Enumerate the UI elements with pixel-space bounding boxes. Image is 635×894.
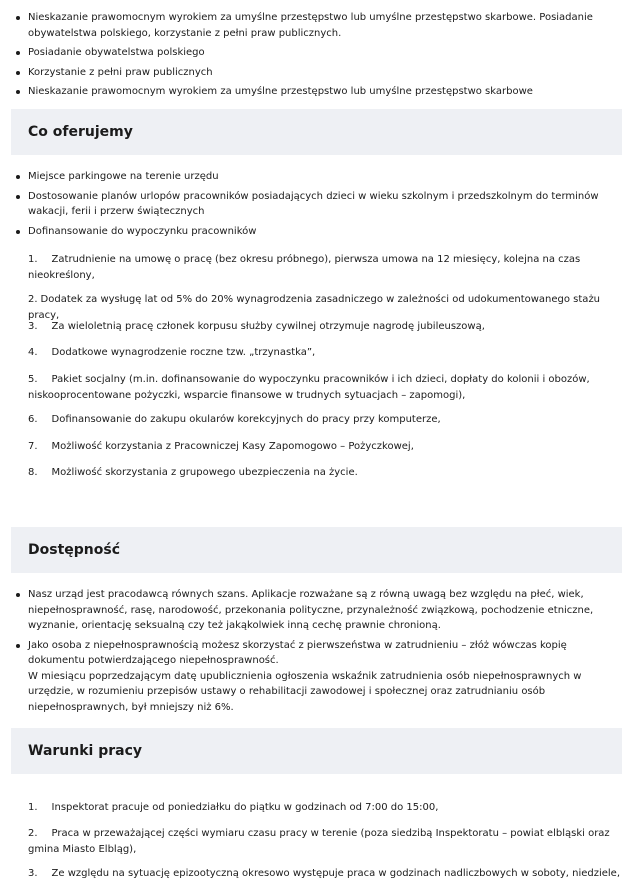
item-text: Dodatek za wysługę lat od 5% do 20% wynagrodzenia zasadniczego w zależności od udokumentowanego stażu pracy, [28, 294, 601, 321]
item-number: 3. [28, 321, 38, 332]
offer-numbered-item [28, 465, 623, 481]
offer-numbered-item [28, 372, 623, 403]
list-item: Miejsce parkingowe na terenie urzędu [28, 169, 635, 185]
accessibility-bullet-list [0, 587, 635, 715]
list-item: Korzystanie z pełni praw publicznych [28, 65, 635, 81]
list-item: Nieskazanie prawomocnym wyrokiem za umyślne przestępstwo lub umyślne przestępstwo skarbowe [28, 84, 635, 100]
conditions-numbered-item [28, 866, 623, 882]
conditions-numbered-item [28, 800, 623, 816]
item-number: 4. [28, 347, 38, 358]
item-number: 2. [28, 294, 38, 305]
employment-rate-note: W miesiącu poprzedzającym datę upublicznienia ogłoszenia wskaźnik zatrudnienia osób niepełnosprawnych w urzędzie, w rozumieniu przepisów ustawy o rehabilitacji zawodowej i społecznej oraz zatrudnianiu osób niepełnosprawnych, był mniejszy niż 6%. [28, 670, 582, 713]
section-header-accessibility: Dostępność [11, 527, 622, 573]
requirements-section [0, 10, 635, 104]
offer-numbered-item [28, 252, 623, 283]
item-text: Zatrudnienie na umowę o pracę (bez okresu próbnego), pierwsza umowa na 12 miesięcy, kolejna na czas nieokreślony, [28, 254, 581, 281]
list-item [28, 638, 635, 716]
section-header-offer: Co oferujemy [11, 109, 622, 155]
item-text: Możliwość skorzystania z grupowego ubezpieczenia na życie. [51, 467, 358, 478]
item-number: 2. [28, 828, 38, 839]
offer-numbered-item [28, 439, 623, 455]
item-text: Praca w przeważającej części wymiaru czasu pracy w terenie (poza siedzibą Inspektoratu – powiat elbląski oraz gmina Miasto Elbląg), [28, 828, 610, 855]
conditions-numbered-item [28, 826, 623, 857]
list-item-text: Jako osoba z niepełnosprawnością możesz skorzystać z pierwszeństwa w zatrudnieniu – złóż wówczas kopię dokumentu potwierdzającego niepełnosprawność. [28, 639, 567, 666]
item-text: Inspektorat pracuje od poniedziałku do piątku w godzinach od 7:00 do 15:00, [51, 802, 439, 813]
item-number: 5. [28, 374, 38, 385]
list-item: Nasz urząd jest pracodawcą równych szans. Aplikacje rozważane są z równą uwagą bez względu na płeć, wiek, niepełnosprawność, rasę, narodowość, przekonania polityczne, przynależność związkową, pochodzenie etniczne, wyznanie, orientację seksualną czy też jakąkolwiek inną cechę prawnie chronioną. [28, 587, 635, 634]
section-header-conditions: Warunki pracy [11, 728, 622, 774]
offer-bullets-section [0, 169, 635, 243]
item-text: Ze względu na sytuację epizootyczną okresowo występuje praca w godzinach nadliczbowych w soboty, niedziele, [51, 868, 621, 879]
item-number: 7. [28, 441, 38, 452]
item-text: Dodatkowe wynagrodzenie roczne tzw. „trzynastka”, [51, 347, 316, 358]
list-item: Posiadanie obywatelstwa polskiego [28, 45, 635, 61]
item-text: Za wieloletnią pracę członek korpusu służby cywilnej otrzymuje nagrodę jubileuszową, [51, 321, 485, 332]
accessibility-section [0, 587, 635, 715]
item-text: Dofinansowanie do zakupu okularów korekcyjnych do pracy przy komputerze, [51, 414, 441, 425]
offer-bullet-list [0, 169, 635, 239]
item-number: 1. [28, 254, 38, 265]
item-number: 6. [28, 414, 38, 425]
item-number: 3. [28, 868, 38, 879]
offer-numbered-item [28, 345, 623, 361]
offer-numbered-item [28, 319, 623, 335]
list-item: Nieskazanie prawomocnym wyrokiem za umyślne przestępstwo lub umyślne przestępstwo skarbowe. Posiadanie obywatelstwa polskiego, korzystanie z pełni praw publicznych. [28, 10, 635, 41]
item-text: Możliwość korzystania z Pracowniczej Kasy Zapomogowo – Pożyczkowej, [51, 441, 414, 452]
list-item: Dostosowanie planów urlopów pracowników posiadających dzieci w wieku szkolnym i przedszkolnym do terminów wakacji, ferii i przerw świątecznych [28, 189, 635, 220]
item-text: Pakiet socjalny (m.in. dofinansowanie do wypoczynku pracowników i ich dzieci, dopłaty do kolonii i obozów, niskooprocentowane pożyczki, wsparcie finansowe w trudnych sytuacjach – zapomogi), [28, 374, 590, 401]
list-item: Dofinansowanie do wypoczynku pracowników [28, 224, 635, 240]
item-number: 1. [28, 802, 38, 813]
item-number: 8. [28, 467, 38, 478]
offer-numbered-item [28, 412, 623, 428]
requirements-list [0, 10, 635, 100]
